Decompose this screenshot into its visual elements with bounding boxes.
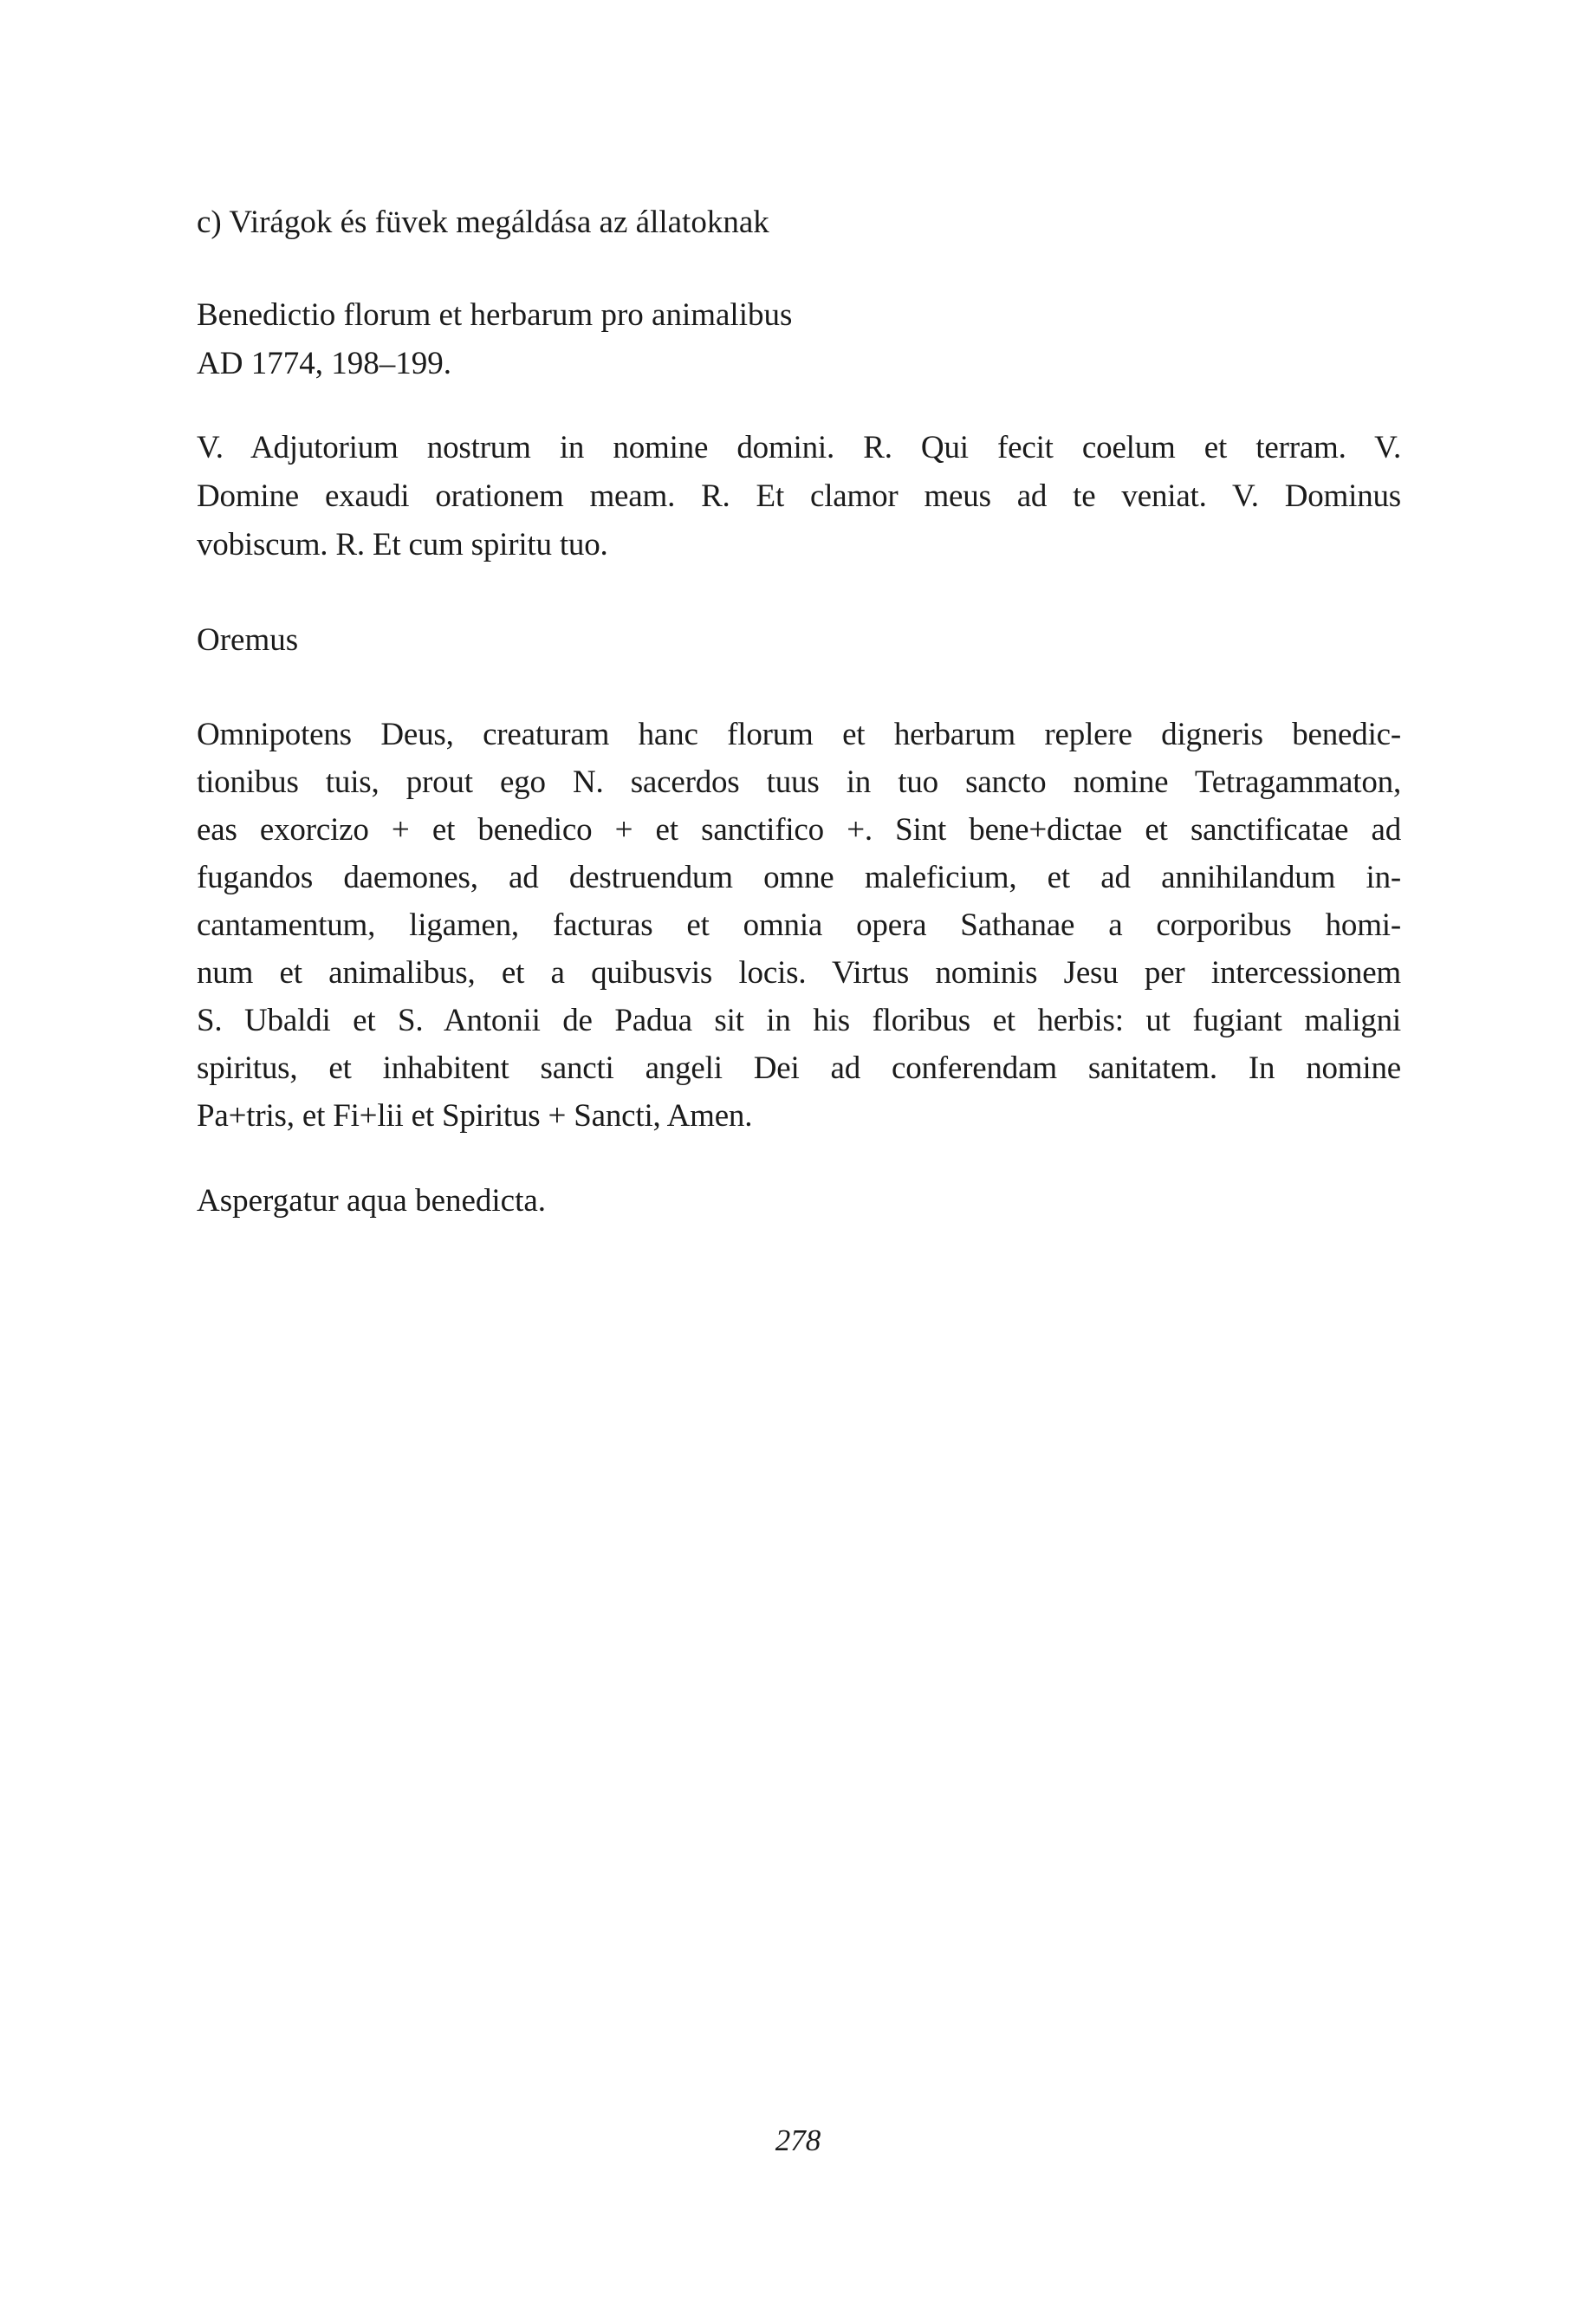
prayer-line: num et animalibus, et a quibusvis locis. Virtus nominis Jesu per intercessionem: [197, 955, 1401, 991]
page-number: 278: [775, 2123, 821, 2157]
oremus-label: Oremus: [197, 622, 299, 658]
versicle-paragraph: [197, 424, 1401, 569]
versicle-line: vobiscum. R. Et cum spiritu tuo.: [197, 527, 608, 562]
source-reference: AD 1774, 198–199.: [197, 346, 451, 381]
versicle-line: Domine exaudi orationem meam. R. Et clamor meus ad te veniat. V. Dominus: [197, 478, 1401, 514]
prayer-line: eas exorcizo + et benedico + et sanctifico +. Sint bene+dictae et sanctificatae ad: [197, 812, 1401, 848]
versicle-line: V. Adjutorium nostrum in nomine domini. R. Qui fecit coelum et terram. V.: [197, 430, 1401, 465]
prayer-line: Pa+tris, et Fi+lii et Spiritus + Sancti, Amen.: [197, 1098, 753, 1134]
source-title: Benedictio florum et herbarum pro animalibus: [197, 297, 793, 333]
prayer-line: spiritus, et inhabitent sancti angeli Dei ad conferendam sanitatem. In nomine: [197, 1050, 1401, 1086]
prayer-line: Omnipotens Deus, creaturam hanc florum et herbarum replere digneris benedic-: [197, 717, 1401, 752]
prayer-line: tionibus tuis, prout ego N. sacerdos tuus in tuo sancto nomine Tetragammaton,: [197, 764, 1401, 800]
prayer-line: S. Ubaldi et S. Antonii de Padua sit in his floribus et herbis: ut fugiant maligni: [197, 1003, 1401, 1038]
prayer-line: fugandos daemones, ad destruendum omne maleficium, et ad annihilandum in-: [197, 860, 1401, 895]
section-heading: c) Virágok és füvek megáldása az állatoknak: [197, 205, 769, 240]
prayer-line: cantamentum, ligamen, facturas et omnia opera Sathanae a corporibus homi-: [197, 907, 1401, 943]
closing-rubric: Aspergatur aqua benedicta.: [197, 1183, 547, 1219]
prayer-paragraph: [197, 711, 1401, 1140]
source-block: [197, 291, 1401, 388]
